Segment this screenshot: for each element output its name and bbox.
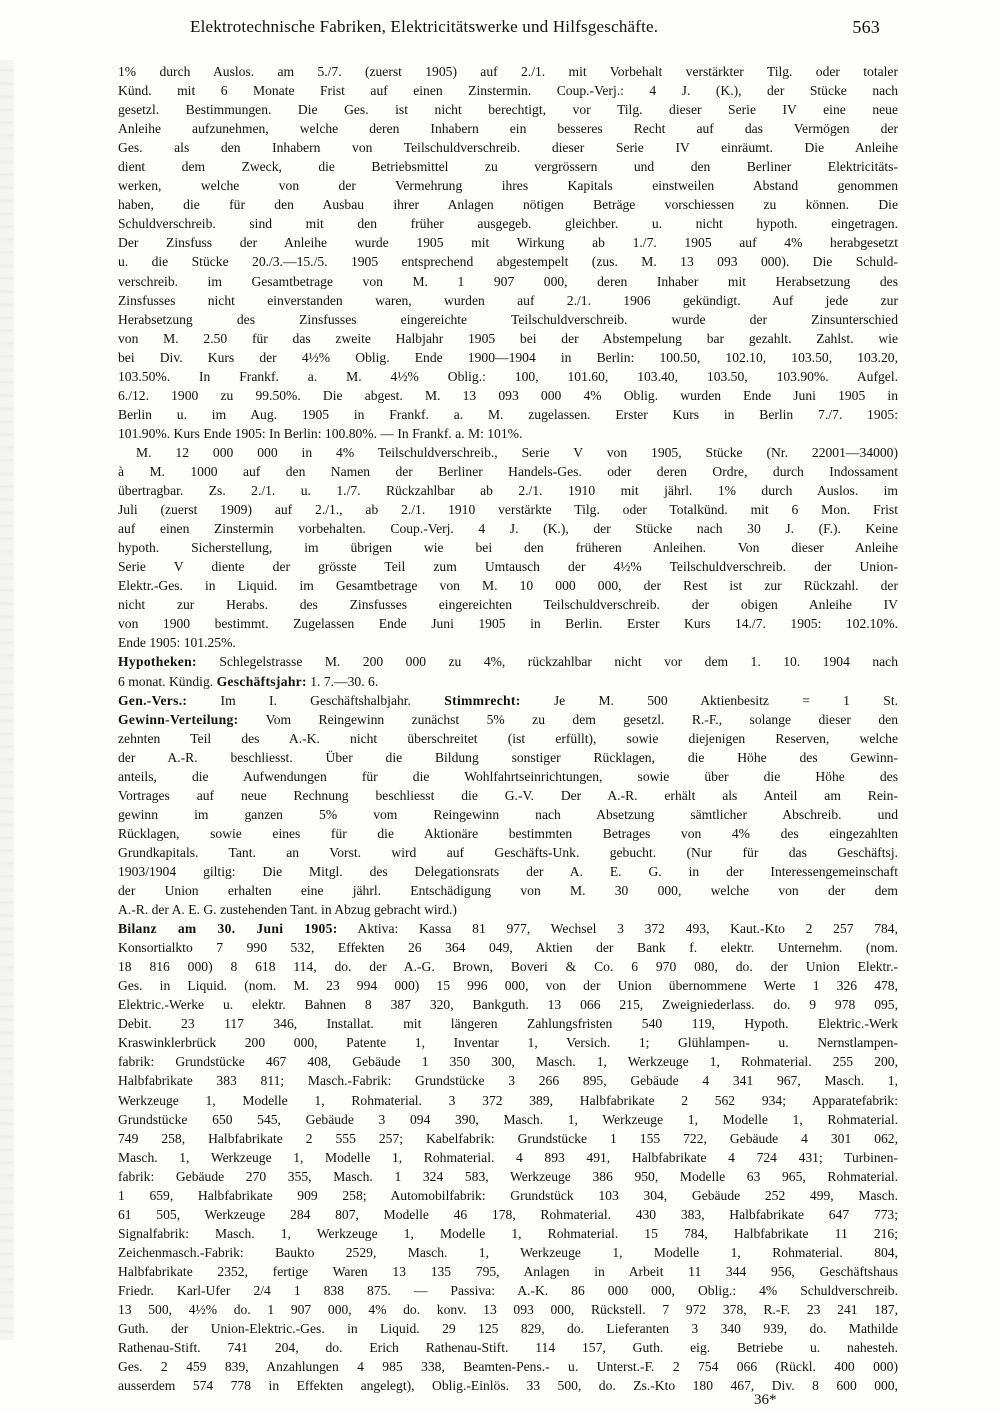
header-title: Elektrotechnische Fabriken, Elektricitätswerke und Hilfsgeschäfte. <box>190 17 659 36</box>
text-line: Grundkapitals. Tant. an Vorst. wird auf Geschäfts-Unk. gebucht. (Nur für das Geschäftsj. <box>118 844 898 860</box>
text-line: Vortrages auf neue Rechnung beschliesst die G.-V. Der A.-R. erhält als Anteil am Rein- <box>118 787 898 803</box>
text-line: von 1900 bestimmt. Zugelassen Ende Juni 1905 in Berlin. Erster Kurs 14./7. 1905: 102.10%. <box>118 616 898 632</box>
text-line: 18 816 000) 8 618 114, do. der A.-G. Brown, Boveri & Co. 6 970 080, do. der Union Elektr.- <box>118 959 898 975</box>
text-line: Zinsfusses nicht einverstanden waren, wurden auf 2./1. 1906 gekündigt. Auf jede zur <box>118 292 898 308</box>
facing-page-edge <box>0 60 14 1340</box>
text-line: à M. 1000 auf den Namen der Berliner Handels-Ges. oder deren Ordre, durch Indossament <box>118 463 898 479</box>
text-line: A.-R. der A. E. G. zustehenden Tant. in Abzug gebracht wird.) <box>118 902 457 918</box>
text-line: Serie V diente der grösste Teil zum Umtausch der 4½% Teilschuldverschreib. der Union- <box>118 559 898 575</box>
text-line: Gewinn-Verteilung: Vom Reingewinn zunächst 5% zu dem gesetzl. R.-F., solange dieser den <box>118 711 898 727</box>
text-line: Guth. der Union-Elektric.-Ges. in Liquid. 29 125 829, do. Lieferanten 3 340 939, do. Mathilde <box>118 1321 898 1337</box>
text-line: haben, die für den Ausbau ihrer Anlagen nötigen Beträge vorschiessen zu können. Die <box>118 197 898 213</box>
text-line: 749 258, Halbfabrikate 2 555 257; Kabelfabrik: Grundstücke 1 155 722, Gebäude 4 301 062, <box>118 1130 898 1146</box>
text-line: Hypotheken: Schlegelstrasse M. 200 000 zu 4%, rückzahlbar nicht vor dem 1. 10. 1904 nach <box>118 654 898 670</box>
text-line: 13 500, 4½% do. 1 907 000, 4% do. konv. 13 093 000, Rückstell. 7 972 378, R.-F. 23 241 187, <box>118 1302 898 1318</box>
text-line: Ges. in Liquid. (nom. M. 23 994 000) 15 996 000, von der Union übernommene Werte 1 326 478, <box>118 978 898 994</box>
text-line: dient dem Zweck, die Betriebsmittel zu vergrössern und den Berliner Elektricitäts- <box>118 159 898 175</box>
text-line: Grundstücke 650 545, Gebäude 3 094 390, Masch. 1, Werkzeuge 1, Modelle 1, Rohmaterial. <box>118 1111 898 1127</box>
text-line: von M. 2.50 für das zweite Halbjahr 1905 bei der Abstempelung bar gezahlt. Zahlst. wie <box>118 330 898 346</box>
text-line: u. die Stücke 20./3.—15./5. 1905 entsprechend abgestempelt (zus. M. 13 093 000). Die Schuld- <box>118 254 898 270</box>
text-line: werken, welche von der Vermehrung ihres Kapitals einstweilen Abstand genommen <box>118 178 898 194</box>
text-line: Ende 1905: 101.25%. <box>118 635 236 651</box>
running-header <box>190 17 880 43</box>
text-line: fabrik: Gebäude 270 355, Masch. 1 324 583, Werkzeuge 386 950, Modelle 63 965, Rohmaterial. <box>118 1168 898 1184</box>
text-line: ausserdem 574 778 in Effekten angelegt), Oblig.-Einlös. 33 500, do. Zs.-Kto 180 467, Div. 8 600 000, <box>118 1378 898 1394</box>
text-line: 1903/1904 giltig: Die Mitgl. des Delegationsrats der A. E. G. in der Interessengemeinschaft <box>118 863 898 879</box>
text-line: 61 505, Werkzeuge 284 807, Modelle 46 178, Rohmaterial. 430 383, Halbfabrikate 647 773; <box>118 1206 898 1222</box>
text-line: Werkzeuge 1, Modelle 1, Rohmaterial. 3 372 389, Halbfabrikate 2 562 934; Apparatefabrik: <box>118 1092 898 1108</box>
text-line: Kraswinklerbrück 200 000, Patente 1, Inventar 1, Versich. 1; Glühlampen- u. Nernstlampen- <box>118 1035 898 1051</box>
text-line: gesetzl. Bestimmungen. Die Ges. ist nicht berechtigt, vor Tilg. dieser Serie IV eine neue <box>118 102 898 118</box>
text-line: nicht zur Herabs. des Zinsfusses eingereichten Teilschuldverschreib. der obigen Anleihe IV <box>118 597 898 613</box>
text-line: Gen.-Vers.: Im I. Geschäftshalbjahr. Stimmrecht: Je M. 500 Aktienbesitz = 1 St. <box>118 692 898 708</box>
text-line: Masch. 1, Werkzeuge 1, Modelle 1, Rohmaterial. 4 893 491, Halbfabrikate 4 724 431; Turbinen- <box>118 1149 898 1165</box>
text-line: Halbfabrikate 2352, fertige Waren 13 135 795, Anlagen in Arbeit 11 344 956, Geschäftshaus <box>118 1263 898 1279</box>
text-line: Berlin u. im Aug. 1905 in Frankf. a. M. zugelassen. Erster Kurs in Berlin 7./7. 1905: <box>118 406 898 422</box>
text-line: Schuldverschreib. sind mit den früher ausgegeb. gleichber. u. nicht hypoth. eingetragen. <box>118 216 898 232</box>
page-number: 563 <box>852 17 880 37</box>
text-line: übertragbar. Zs. 2./1. u. 1./7. Rückzahlbar ab 2./1. 1910 mit jährl. 1% durch Auslos. im <box>118 483 898 499</box>
text-line: hypoth. Sicherstellung, im übrigen wie bei den früheren Anleihen. Von dieser Anleihe <box>118 540 898 556</box>
text-line: auf einen Zinstermin vorbehalten. Coup.-Verj. 4 J. (K.), der Stücke nach 30 J. (F.). Keine <box>118 521 898 537</box>
text-line: Konsortialkto 7 990 532, Effekten 26 364 049, Aktien der Bank f. elektr. Unternehm. (nom. <box>118 940 898 956</box>
text-line: Anleihe aufzunehmen, welche deren Inhabern ein besseres Recht auf das Vermögen der <box>118 121 898 137</box>
text-line: verschreib. im Gesamtbetrage von M. 1 907 000, deren Inhaber mit Herabsetzung des <box>118 273 898 289</box>
text-line: Debit. 23 117 346, Installat. mit längeren Zahlungsfristen 540 119, Hypoth. Elektric.-Werk <box>118 1016 898 1032</box>
text-line: Elektric.-Werke u. elektr. Bahnen 8 387 320, Bankguth. 13 066 215, Zweigniederlass. do. 9 978 095, <box>118 997 898 1013</box>
text-line: 1 659, Halbfabrikate 909 258; Automobilfabrik: Grundstück 103 304, Gebäude 252 499, Masch. <box>118 1187 898 1203</box>
signature-mark: 36* <box>754 1392 777 1408</box>
text-line: M. 12 000 000 in 4% Teilschuldverschreib., Serie V von 1905, Stücke (Nr. 22001—34000) <box>136 444 898 460</box>
body-text <box>118 62 898 1395</box>
text-line: der Union erhalten eine jährl. Entschädigung von M. 30 000, welche von der dem <box>118 883 898 899</box>
text-line: Friedr. Karl-Ufer 2/4 1 838 875. — Passiva: A.-K. 86 000 000, Oblig.: 4% Schuldverschreib. <box>118 1283 898 1298</box>
text-line: bei Div. Kurs der 4½% Oblig. Ende 1900—1904 in Berlin: 100.50, 102.10, 103.50, 103.20, <box>118 349 898 365</box>
text-line: der A.-R. beschliesst. Über die Bildung sonstiger Rücklagen, die Höhe des Gewinn- <box>118 749 898 765</box>
text-line: Zeichenmasch.-Fabrik: Baukto 2529, Masch. 1, Werkzeuge 1, Modelle 1, Rohmaterial. 804, <box>118 1244 898 1260</box>
text-line: Halbfabrikate 383 811; Masch.-Fabrik: Grundstücke 3 266 895, Gebäude 4 341 967, Masch. 1, <box>118 1073 898 1089</box>
text-line: Der Zinsfuss der Anleihe wurde 1905 mit Wirkung ab 1./7. 1905 auf 4% herabgesetzt <box>118 235 898 251</box>
text-line: 1% durch Auslos. am 5./7. (zuerst 1905) auf 2./1. mit Vorbehalt verstärkter Tilg. oder totaler <box>118 64 898 79</box>
text-line: 6 monat. Kündig. Geschäftsjahr: 1. 7.—30. 6. <box>118 673 379 689</box>
text-line: Rathenau-Stift. 741 204, do. Erich Rathenau-Stift. 114 157, Guth. eig. Betriebe u. nahesteh. <box>118 1340 898 1356</box>
text-line: gewinn im ganzen 5% vom Reingewinn nach Absetzung sämtlicher Abschreib. und <box>118 806 898 822</box>
text-line: fabrik: Grundstücke 467 408, Gebäude 1 350 300, Masch. 1, Werkzeuge 1, Rohmaterial. 255 200, <box>118 1054 898 1070</box>
text-line: 101.90%. Kurs Ende 1905: In Berlin: 100.80%. — In Frankf. a. M: 101%. <box>118 425 523 441</box>
text-line: Ges. 2 459 839, Anzahlungen 4 985 338, Beamten-Pens.- u. Unterst.-F. 2 754 066 (Rückl. 400 000) <box>118 1359 898 1375</box>
text-line: Ges. als den Inhabern von Teilschuldverschreib. dieser Serie IV einräumt. Die Anleihe <box>118 140 898 156</box>
text-line: Künd. mit 6 Monate Frist auf einen Zinstermin. Coup.-Verj.: 4 J. (K.), der Stücke nach <box>118 83 898 99</box>
text-line: zehnten Teil des A.-K. nicht überschreitet (ist erfüllt), sowie diejenigen Reserven, welche <box>118 730 898 746</box>
text-line: Rücklagen, sowie eines für die Aktionäre bestimmten Betrages von 4% des eingezahlten <box>118 825 898 841</box>
text-line: Bilanz am 30. Juni 1905: Aktiva: Kassa 81 977, Wechsel 3 372 493, Kaut.-Kto 2 257 784, <box>118 921 898 937</box>
text-line: Juli (zuerst 1909) auf 2./1., ab 2./1. 1910 verstärkte Tilg. oder Totalkünd. mit 6 Mon. Frist <box>118 502 898 518</box>
text-line: anteils, die Aufwendungen für die Wohlfahrtseinrichtungen, sowie über die Höhe des <box>118 768 898 784</box>
text-line: 6./12. 1900 zu 99.50%. Die abgest. M. 13 093 000 4% Oblig. wurden Ende Juni 1905 in <box>118 387 898 403</box>
text-line: Elektr.-Ges. in Liquid. im Gesamtbetrage von M. 10 000 000, der Rest ist zur Rückzahl. der <box>118 578 898 594</box>
text-line: Signalfabrik: Masch. 1, Werkzeuge 1, Modelle 1, Rohmaterial. 15 784, Halbfabrikate 11 216; <box>118 1225 898 1241</box>
text-line: 103.50%. In Frankf. a. M. 4½% Oblig.: 100, 101.60, 103.40, 103.50, 103.90%. Aufgel. <box>118 368 898 384</box>
text-line: Herabsetzung des Zinsfusses eingereichte Teilschuldverschreib. wurde der Zinsunterschied <box>118 311 898 327</box>
